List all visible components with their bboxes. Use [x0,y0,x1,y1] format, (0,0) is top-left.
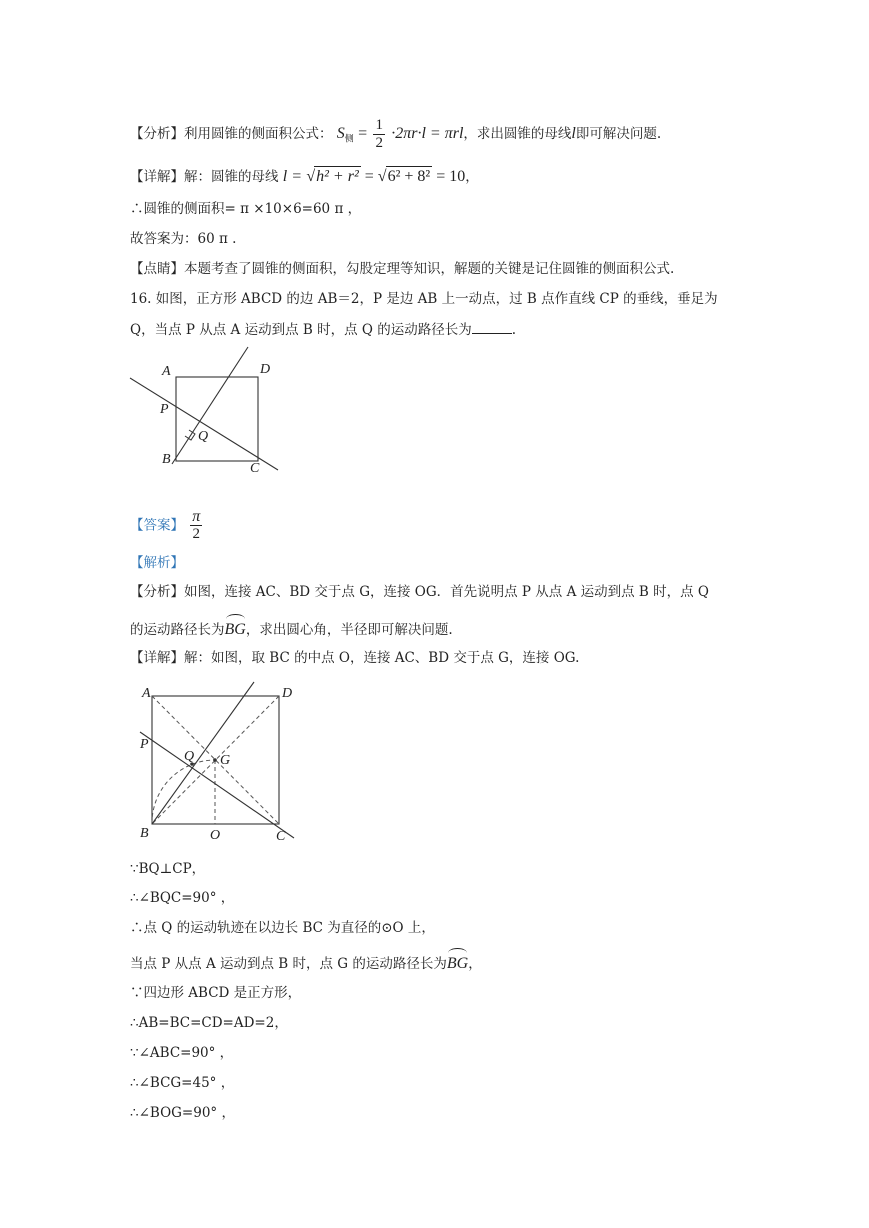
label-a: A [162,364,171,379]
eq-result: = 10 [432,168,466,185]
label-d: D [260,362,271,377]
detail-text: 解：圆锥的母线 [184,169,279,185]
area-line: ∴圆锥的侧面积= π ×10×6=60 π ， [130,201,362,217]
answer-fraction: $\frac{\pi}{2}$ [192,508,201,542]
formula-eq: = [358,125,368,142]
arc-bg-2: BG [447,948,468,974]
analysis-text: 利用圆锥的侧面积公式： [184,126,333,142]
label-d2: D [282,686,293,701]
label-g2: G [220,753,231,768]
step-6: ∴AB=BC=CD=AD=2， [130,1015,288,1031]
analysis-text-c: 即可解决问题. [575,126,662,142]
label-p2: P [140,737,149,752]
answer-tag: 【答案】 [130,517,184,534]
answer-line: 故答案为：60 π . [130,231,237,247]
label-p: P [160,402,169,417]
detail2-line: 【详解】解：如图，取 BC 的中点 O，连接 AC、BD 交于点 G，连接 OG. [130,650,580,666]
step-7: ∵∠ABC=90° ， [130,1045,234,1061]
eq-mid: = [360,168,378,185]
analysis2-line-2: 的运动路径长为BG，求出圆心角，半径即可解决问题. [130,614,453,640]
comment-text: 本题考查了圆锥的侧面积，勾股定理等知识，解题的关键是记住圆锥的侧面积公式. [184,261,675,277]
step-9: ∴∠BOG=90° ， [130,1105,235,1121]
comment-line [130,259,674,279]
jiexi-tag: 【解析】 [130,555,184,571]
label-q: Q [198,429,209,444]
formula-sub: 侧 [344,134,354,145]
label-b2: B [140,826,149,841]
label-o2: O [210,828,221,842]
label-c: C [250,461,260,476]
step-8: ∴∠BCG=45° ， [130,1075,235,1091]
answer-blank [472,320,512,334]
detail-tag: 【详解】 [130,169,184,185]
problem-line-1: 16. 如图，正方形 ABCD 的边 AB＝2，P 是边 AB 上一动点，过 B 点作直线 CP 的垂线，垂足为 [130,291,718,307]
comment-tag: 【点睛】 [130,261,184,277]
label-b: B [162,452,171,467]
label-c2: C [276,829,286,842]
step-3: ∴点 Q 的运动轨迹在以边长 BC 为直径的⊙O 上， [130,920,435,936]
figure-square-perpendicular [128,345,288,480]
sqrt-h-r: h² + r² [316,168,359,185]
step-2: ∴∠BQC=90° ， [130,890,235,906]
analysis2-line-1: 【分析】如图，连接 AC、BD 交于点 G，连接 OG．首先说明点 P 从点 A 运动到点 B 时，点 Q [130,584,709,600]
analysis-line [130,117,661,152]
fraction-half: $\frac{1}{2}$ [375,117,383,151]
step-1: ∵BQ⊥CP， [130,861,206,877]
step-4: 当点 P 从点 A 运动到点 B 时，点 G 的运动路径长为BG， [130,948,482,974]
step-5: ∵四边形 ABCD 是正方形， [130,985,302,1001]
label-q2: Q [184,749,195,764]
problem-line-2: Q，当点 P 从点 A 运动到点 B 时，点 Q 的运动路径长为 . [130,322,517,338]
label-a2: A [142,686,151,701]
figure-square-circle [136,680,301,842]
sqrt-6-8: 6² + 8² [387,168,431,185]
formula-l: l = [282,168,303,185]
analysis-text-b: ，求出圆锥的母线 [463,126,572,142]
arc-bg: BG [225,614,246,640]
formula-rest: ·2πr·l = πrl [391,125,464,142]
analysis-tag: 【分析】 [130,126,184,142]
detail-line: 【详解】解：圆锥的母线 l = √h² + r² = √6² + 8² = 10， [130,168,479,185]
var-l: l [571,125,576,142]
answer-row [130,508,204,543]
formula-s: S [336,125,345,142]
